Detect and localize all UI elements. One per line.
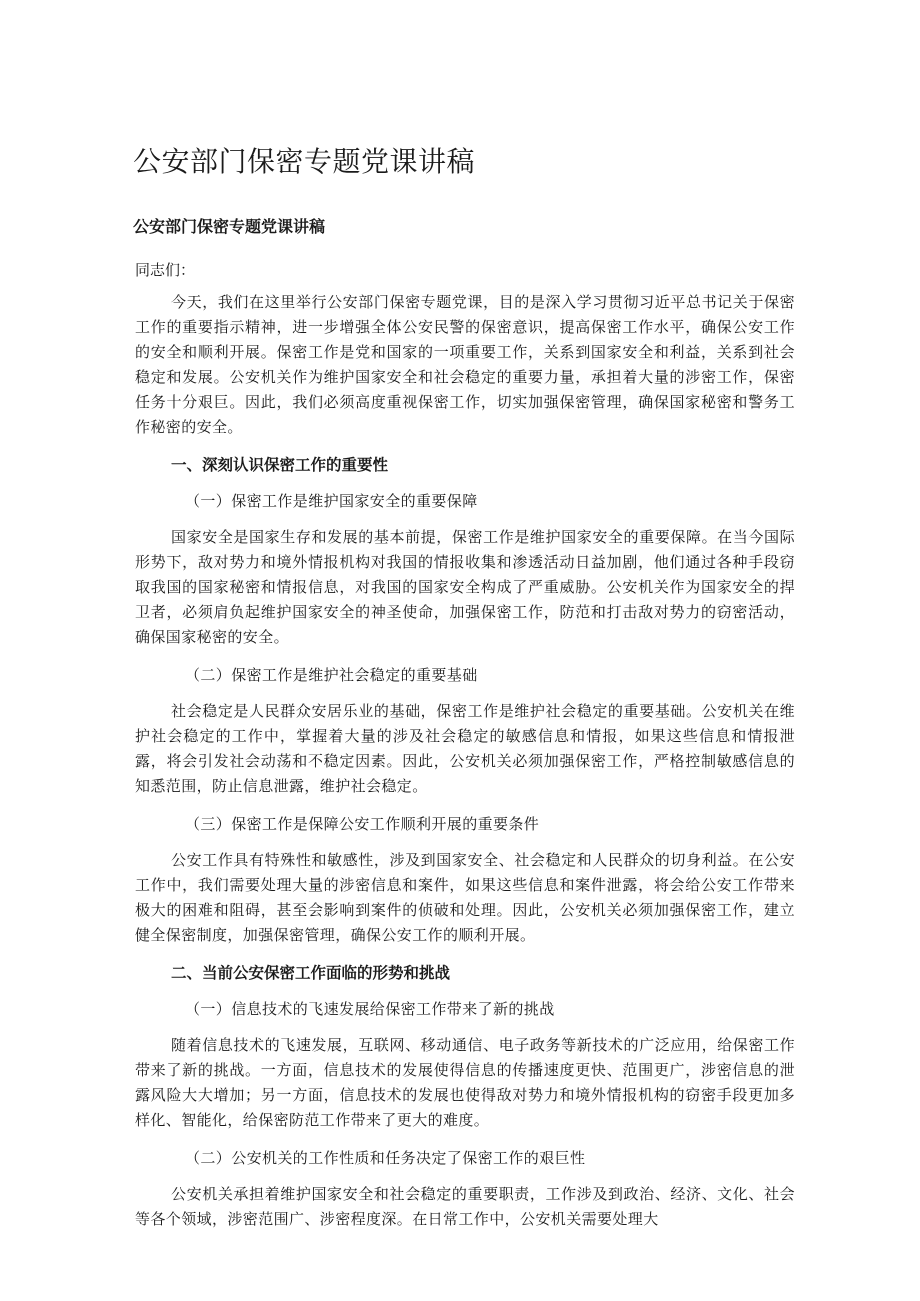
salutation: 同志们： [135, 261, 196, 279]
document-body [135, 290, 795, 1245]
section-2-1-paragraph: 随着信息技术的飞速发展，互联网、移动通信、电子政务等新技术的广泛应用，给保密工作带来了新的挑战。一方面，信息技术的发展使得信息的传播速度更快、范围更广，涉密信息的泄露风险大大增加；另一方面，信息技术的发展也使得敌对势力和境外情报机构的窃密手段更加多样化、智能化，给保密防范工作带来了更大的难度。 [135, 1036, 795, 1129]
section-1-2-paragraph: 社会稳定是人民群众安居乐业的基础，保密工作是维护社会稳定的重要基础。公安机关在维护社会稳定的工作中，掌握着大量的涉及社会稳定的敏感信息和情报，如果这些信息和情报泄露，将会引发社会动荡和不稳定因素。因此，公安机关必须加强保密工作，严格控制敏感信息的知悉范围，防止信息泄露，维护社会稳定。 [135, 702, 795, 795]
section-2-2-heading: （二）公安机关的工作性质和任务决定了保密工作的艰巨性 [185, 1149, 586, 1167]
document-subtitle: 公安部门保密专题党课讲稿 [133, 217, 326, 236]
section-2-2-paragraph: 公安机关承担着维护国家安全和社会稳定的重要职责，工作涉及到政治、经济、文化、社会等各个领域，涉密范围广、涉密程度深。在日常工作中，公安机关需要处理大 [135, 1185, 795, 1228]
document-title: 公安部门保密专题党课讲稿 [133, 145, 476, 178]
section-1-1-heading: （一）保密工作是维护国家安全的重要保障 [185, 492, 478, 510]
section-1-3-paragraph: 公安工作具有特殊性和敏感性，涉及到国家安全、社会稳定和人民群众的切身利益。在公安工作中，我们需要处理大量的涉密信息和案件，如果这些信息和案件泄露，将会给公安工作带来极大的困难和阻碍，甚至会影响到案件的侦破和处理。因此，公安机关必须加强保密工作，建立健全保密制度，加强保密管理，确保公安工作的顺利开展。 [135, 851, 795, 944]
section-1-2-heading: （二）保密工作是维护社会稳定的重要基础 [185, 666, 478, 684]
section-1-1-paragraph: 国家安全是国家生存和发展的基本前提，保密工作是维护国家安全的重要保障。在当今国际形势下，敌对势力和境外情报机构对我国的情报收集和渗透活动日益加剧，他们通过各种手段窃取我国的国家秘密和情报信息，对我国的国家安全构成了严重威胁。公安机关作为国家安全的捍卫者，必须肩负起维护国家安全的神圣使命，加强保密工作，防范和打击敌对势力的窃密活动，确保国家秘密的安全。 [135, 528, 795, 646]
section-1-heading: 一、深刻认识保密工作的重要性 [171, 456, 389, 474]
section-2-1-heading: （一）信息技术的飞速发展给保密工作带来了新的挑战 [185, 1000, 555, 1018]
section-1-3-heading: （三）保密工作是保障公安工作顺利开展的重要条件 [185, 815, 540, 833]
section-2-heading: 二、当前公安保密工作面临的形势和挑战 [171, 964, 451, 982]
intro-paragraph: 今天，我们在这里举行公安部门保密专题党课，目的是深入学习贯彻习近平总书记关于保密工作的重要指示精神，进一步增强全体公安民警的保密意识，提高保密工作水平，确保公安工作的安全和顺利开展。保密工作是党和国家的一项重要工作，关系到国家安全和利益，关系到社会稳定和发展。公安机关作为维护国家安全和社会稳定的重要力量，承担着大量的涉密工作，保密任务十分艰巨。因此，我们必须高度重视保密工作，切实加强保密管理，确保国家秘密和警务工作秘密的安全。 [135, 293, 795, 436]
